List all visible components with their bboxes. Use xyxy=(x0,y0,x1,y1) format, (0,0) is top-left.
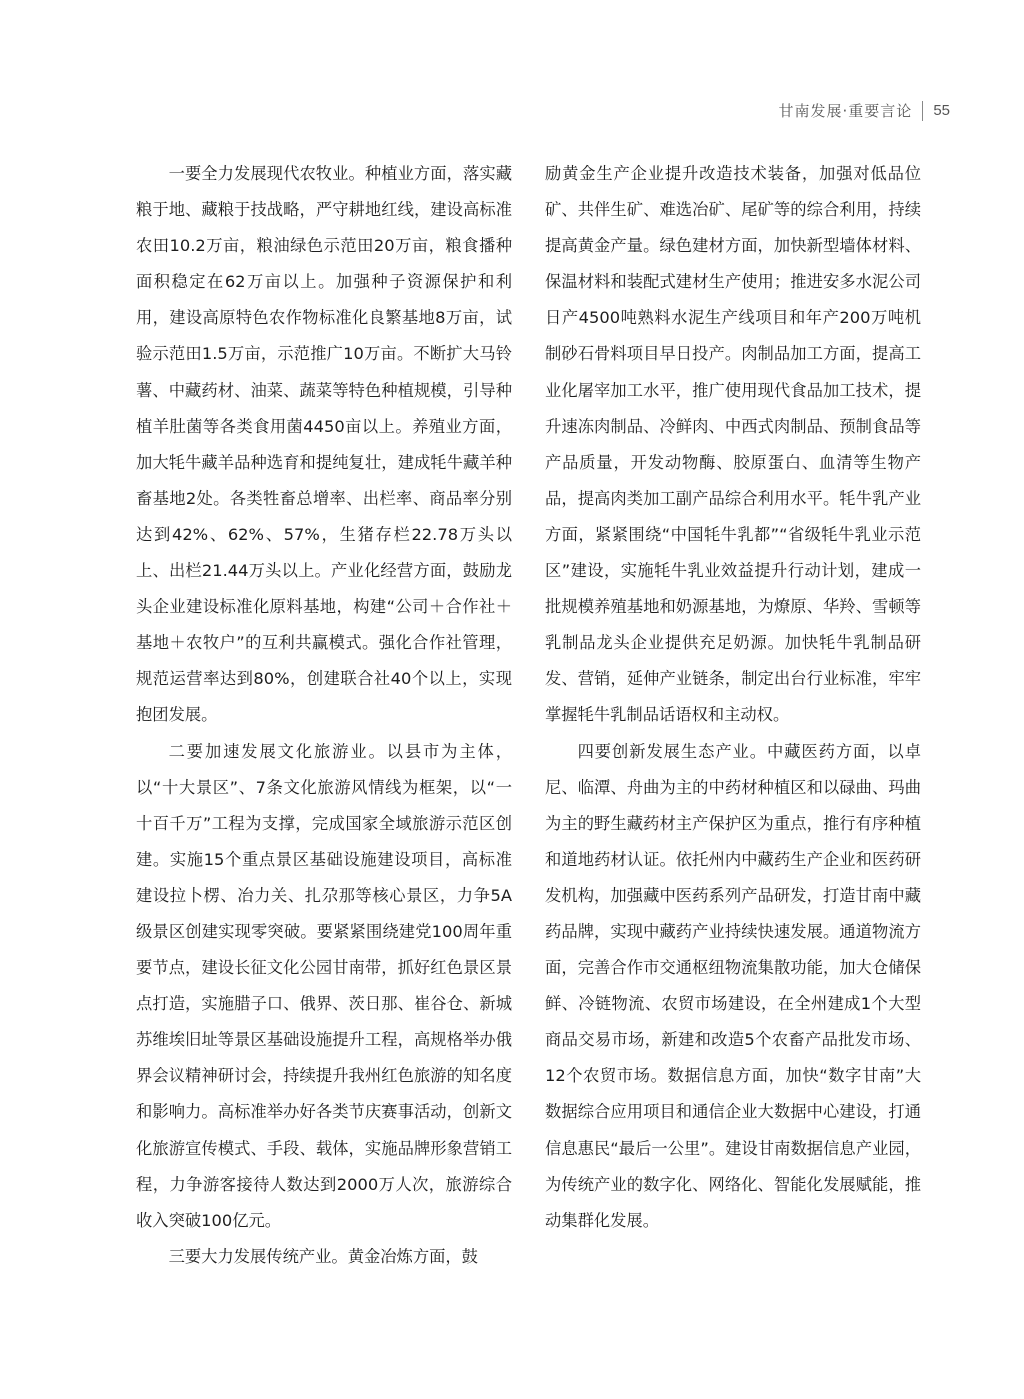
header-divider xyxy=(922,101,923,121)
running-header xyxy=(779,100,950,121)
paragraph-ecological-industry: 四要创新发展生态产业。中藏医药方面，以卓尼、临潭、舟曲为主的中药材种植区和以碌曲、玛曲为主的野生藏药材主产保护区为重点，推行有序种植和道地药材认证。依托州内中藏药生产企业和医药研发机构，加强藏中医药系列产品研发，打造甘南中藏药品牌，实现中藏药产业持续快速发展。通道物流方面，完善合作市交通枢纽物流集散功能，加大仓储保鲜、冷链物流、农贸市场建设，在全州建成1个大型商品交易市场，新建和改造5个农畜产品批发市场、12个农贸市场。数据信息方面，加快“数字甘南”大数据综合应用项目和通信企业大数据中心建设，打通信息惠民“最后一公里”。建设甘南数据信息产业园，为传统产业的数字化、网络化、智能化发展赋能，推动集群化发展。 xyxy=(545,741,921,1230)
paragraph-traditional-industry-continued: 励黄金生产企业提升改造技术装备，加强对低品位矿、共伴生矿、难选冶矿、尾矿等的综合利用，持续提高黄金产量。绿色建材方面，加快新型墙体材料、保温材料和装配式建材生产使用；推进安多水泥公司日产4500吨熟料水泥生产线项目和年产200万吨机制砂石骨料项目早日投产。肉制品加工方面，提高工业化屠宰加工水平，推广使用现代食品加工技术，提升速冻肉制品、冷鲜肉、中西式肉制品、预制食品等产品质量，开发动物酶、胶原蛋白、血清等生物产品，提高肉类加工副产品综合利用水平。牦牛乳产业方面，紧紧围绕“中国牦牛乳都”“省级牦牛乳业示范区”建设，实施牦牛乳业效益提升行动计划，建成一批规模养殖基地和奶源基地，为燎原、华羚、雪顿等乳制品龙头企业提供充足奶源。加快牦牛乳制品研发、营销，延伸产业链条，制定出台行业标准，牢牢掌握牦牛乳制品话语权和主动权。 xyxy=(545,164,921,725)
page-number: 55 xyxy=(933,102,950,119)
paragraph-traditional-industry: 三要大力发展传统产业。黄金冶炼方面，鼓 xyxy=(168,1246,478,1266)
right-column xyxy=(545,156,921,1239)
section-title: 甘南发展·重要言论 xyxy=(778,102,913,120)
paragraph-tourism: 二要加速发展文化旅游业。以县市为主体，以“十大景区”、7条文化旅游风情线为框架，以“一十百千万”工程为支撑，完成国家全域旅游示范区创建。实施15个重点景区基础设施建设项目，高标准建设拉卜楞、冶力关、扎尕那等核心景区，力争5A级景区创建实现零突破。要紧紧围绕建党100周年重要节点，建设长征文化公园甘南带，抓好红色景区景点打造，实施腊子口、俄界、茨日那、崔谷仓、新城苏维埃旧址等景区基础设施提升工程，高规格举办俄界会议精神研讨会，持续提升我州红色旅游的知名度和影响力。高标准举办好各类节庆赛事活动，创新文化旅游宣传模式、手段、载体，实施品牌形象营销工程，力争游客接待人数达到2000万人次，旅游综合收入突破100亿元。 xyxy=(136,741,512,1230)
paragraph-agriculture: 一要全力发展现代农牧业。种植业方面，落实藏粮于地、藏粮于技战略，严守耕地红线，建设高标准农田10.2万亩，粮油绿色示范田20万亩，粮食播种面积稳定在62万亩以上。加强种子资源保护和利用，建设高原特色农作物标准化良繁基地8万亩，试验示范田1.5万亩，示范推广10万亩。不断扩大马铃薯、中藏药材、油菜、蔬菜等特色种植规模，引导种植羊肚菌等各类食用菌4450亩以上。养殖业方面，加大牦牛藏羊品种选育和提纯复壮，建成牦牛藏羊种畜基地2处。各类牲畜总增率、出栏率、商品率分别达到42%、62%、57%，生猪存栏22.78万头以上、出栏21.44万头以上。产业化经营方面，鼓励龙头企业建设标准化原料基地，构建“公司＋合作社＋基地＋农牧户”的互利共赢模式。强化合作社管理，规范运营率达到80%，创建联合社40个以上，实现抱团发展。 xyxy=(136,164,512,725)
left-column xyxy=(136,156,512,1275)
